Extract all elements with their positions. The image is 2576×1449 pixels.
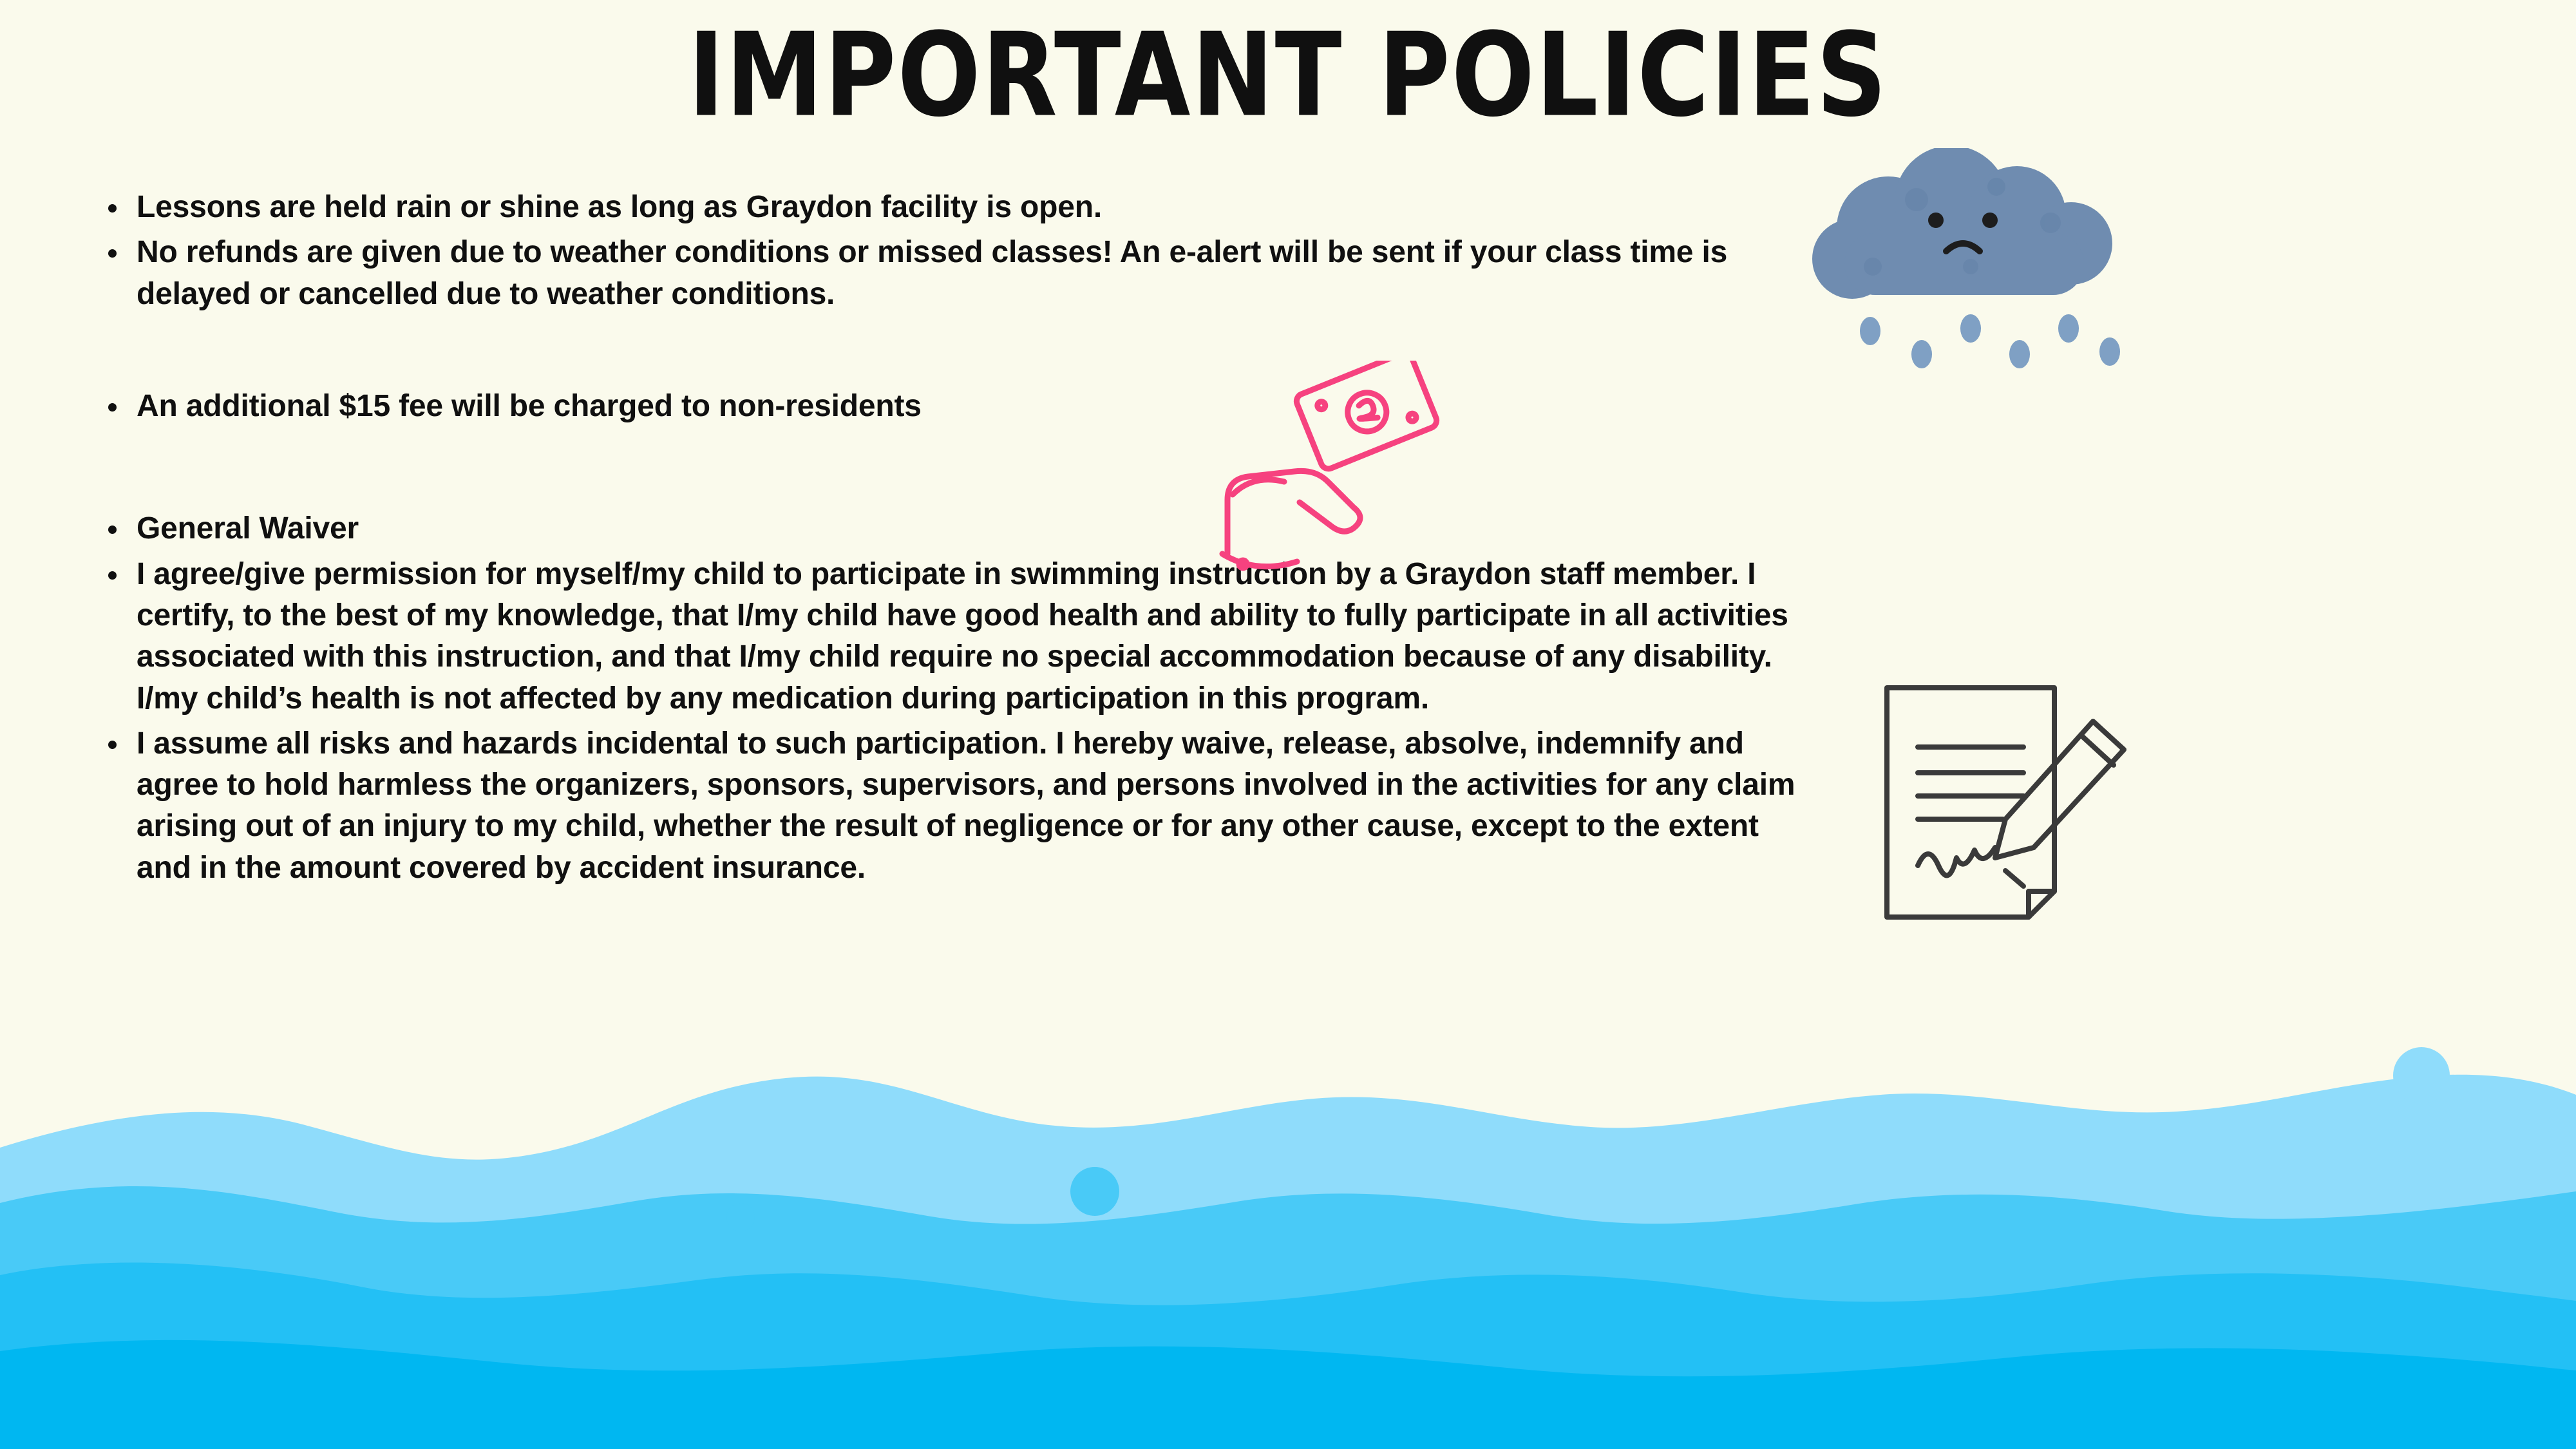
hand-holding-money-icon bbox=[1204, 361, 1475, 592]
water-waves-decoration bbox=[0, 998, 2576, 1449]
list-item: An additional $15 fee will be charged to non-residents bbox=[97, 386, 1797, 427]
list-item: Lessons are held rain or shine as long as Graydon facility is open. bbox=[97, 187, 1797, 228]
list-item: I agree/give permission for myself/my child to participate in swimming instruction by a Graydon staff member. I certify, to the best of my knowledge, that I/my child have good health and ability to fully participate in all activities associated with this instruction, and that I/my child require no special accommodation because of any disability. I/my child’s health is not affected by any medication during participation in this program. bbox=[97, 554, 1797, 719]
weather-policy-list bbox=[97, 187, 1797, 315]
list-item: General Waiver bbox=[97, 508, 1797, 549]
rain-cloud-icon bbox=[1765, 148, 2190, 419]
spacer bbox=[97, 431, 1797, 508]
list-item: No refunds are given due to weather conditions or missed classes! An e-alert will be sent if your class time is delayed or cancelled due to weather conditions. bbox=[97, 232, 1797, 315]
policy-content bbox=[97, 187, 1797, 893]
page-title: IMPORTANT POLICIES bbox=[688, 8, 1888, 142]
list-item: I assume all risks and hazards incidental to such participation. I hereby waive, release, absolve, indemnify and agree to hold harmless the organizers, sponsors, supervisors, and persons involved in the activities for any claim arising out of an injury to my child, whether the result of negligence or for any other cause, except to the extent and in the amount covered by accident insurance. bbox=[97, 723, 1797, 889]
spacer bbox=[97, 319, 1797, 386]
waiver-policy-list bbox=[97, 508, 1797, 889]
document-signature-icon bbox=[1861, 670, 2164, 972]
fees-policy-list bbox=[97, 386, 1797, 427]
